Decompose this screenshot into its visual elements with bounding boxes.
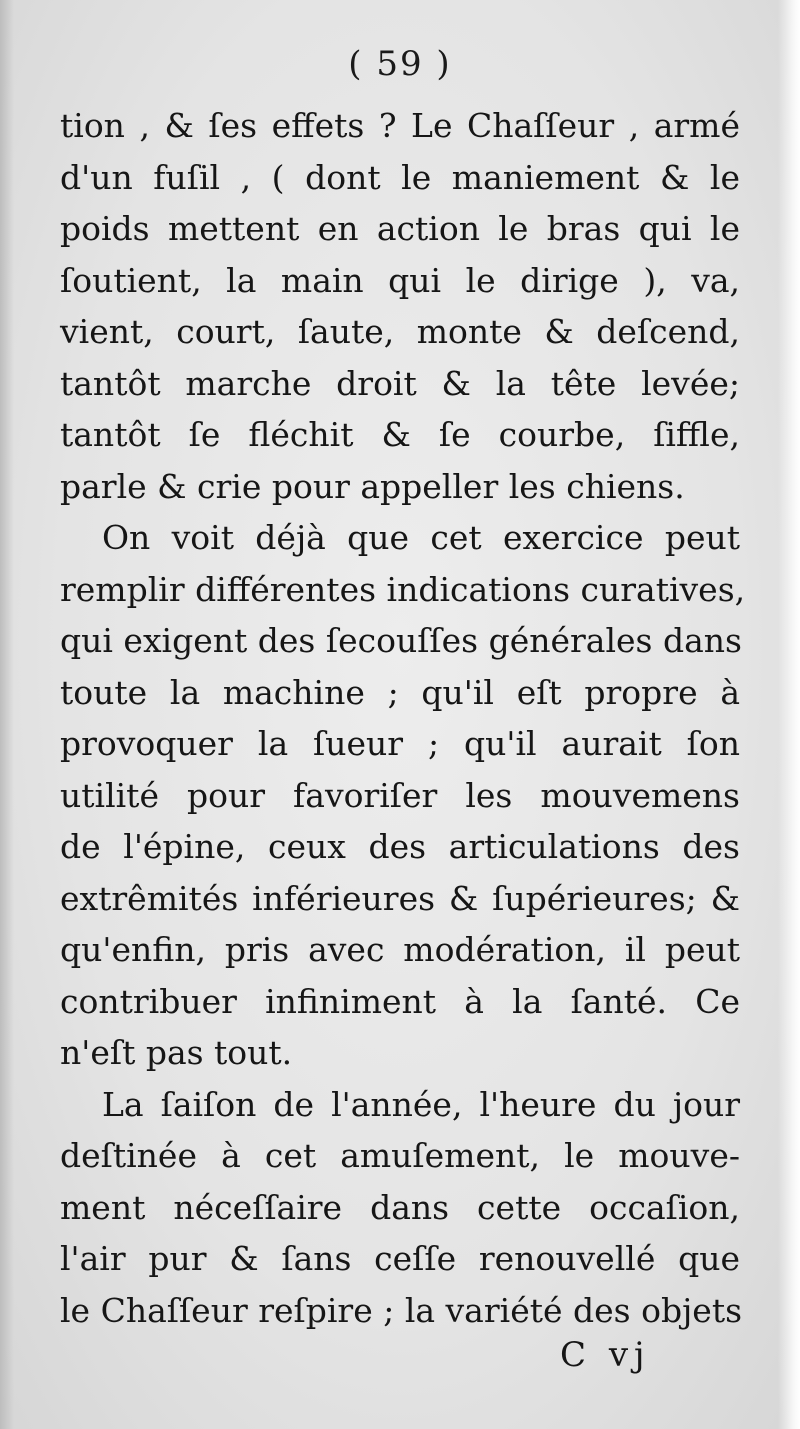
text-line: toute la machine ; qu'il eſt propre à	[60, 672, 740, 712]
text-line: l'air pur & ſans ceſſe renouvellé que	[60, 1239, 740, 1278]
paragraph-start-line: La ſaiſon de l'année, l'heure du jour	[102, 1084, 740, 1124]
text-line: remplir différentes indications curatives,	[60, 569, 746, 609]
text-line: de l'épine, ceux des articulations des	[60, 827, 740, 866]
text-line: ſoutient, la main qui le dirige ), va,	[60, 260, 740, 300]
text-line: n'eſt pas tout.	[60, 1033, 293, 1072]
text-line: deſtinée à cet amuſement, le mouve-	[60, 1136, 740, 1175]
text-line: parle & crie pour appeller les chiens.	[60, 466, 685, 506]
page-number: ( 59 )	[348, 44, 452, 84]
paragraph-start-line: On voit déjà que cet exercice peut	[102, 518, 740, 557]
text-line: extrêmités inférieures & ſupérieures; &	[60, 878, 740, 918]
text-line: d'un fuſil , ( dont le maniement & le	[60, 157, 740, 197]
text-line: utilité pour favoriſer les mouvemens	[60, 775, 740, 815]
text-line: qu'enfin, pris avec modération, il peut	[60, 930, 740, 969]
text-line: poids mettent en action le bras qui le	[60, 209, 740, 248]
text-line: tion , & ſes effets ? Le Chaſſeur , armé	[60, 106, 740, 145]
text-line: tantôt marche droit & la tête levée;	[60, 363, 740, 403]
text-line: ment néceſſaire dans cette occaſion,	[60, 1187, 740, 1227]
text-line: qui exigent des ſecouſſes générales dans	[60, 621, 742, 660]
text-line: tantôt ſe fléchit & ſe courbe, ſiffle,	[60, 415, 740, 454]
text-line: vient, court, ſaute, monte & deſcend,	[60, 312, 740, 351]
signature-mark: C vj	[560, 1335, 651, 1375]
page-edge	[778, 0, 800, 1429]
body-text	[60, 100, 746, 1336]
text-line: provoquer la ſueur ; qu'il aurait ſon	[60, 724, 740, 763]
text-line: contribuer infiniment à la ſanté. Ce	[60, 981, 740, 1021]
page-gutter-shadow	[0, 0, 14, 1429]
text-line: le Chaſſeur reſpire ; la variété des objets	[60, 1290, 743, 1330]
